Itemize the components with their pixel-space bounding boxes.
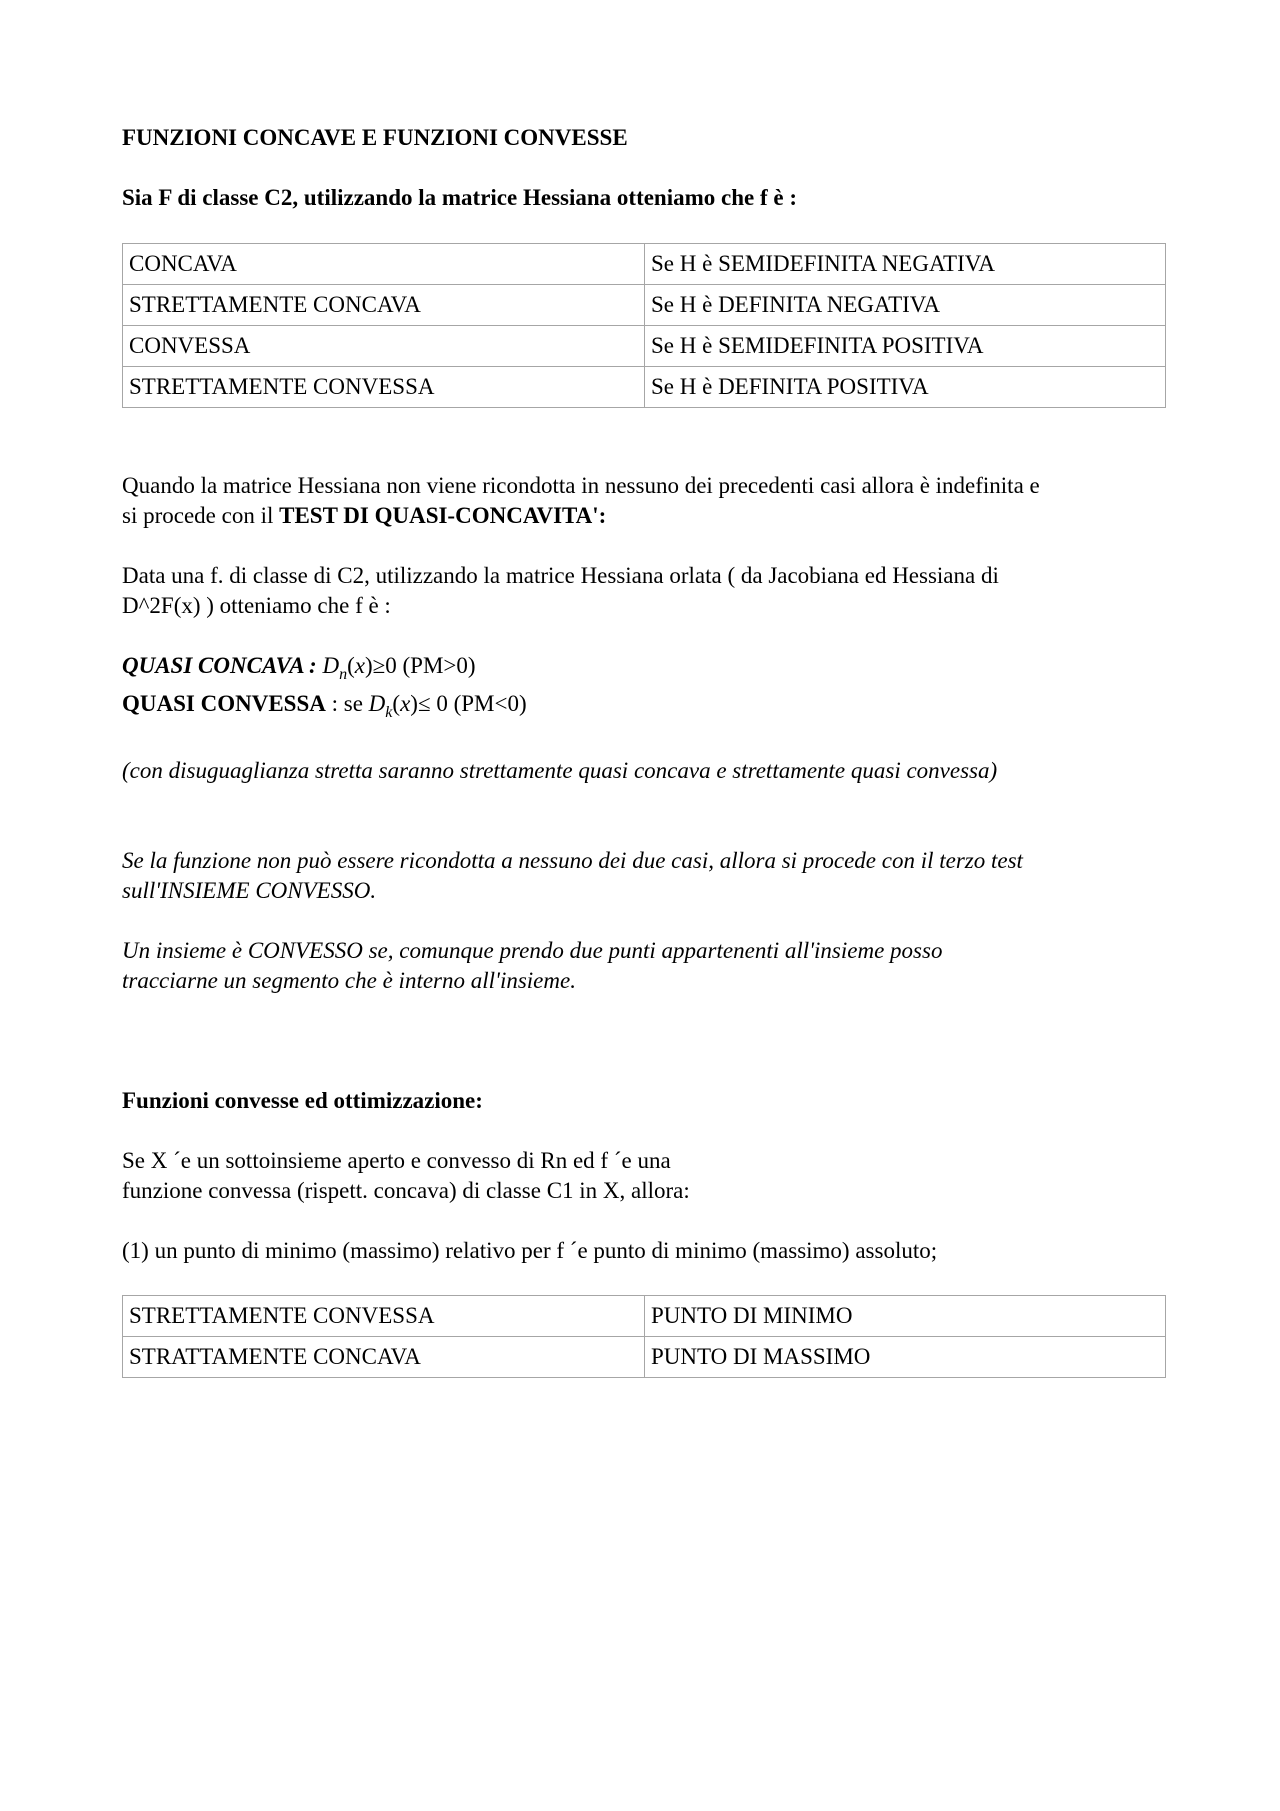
hessian-table [122,243,1166,408]
quasi-concava-label: QUASI CONCAVA : [122,653,323,678]
table-cell-condition: Se H è SEMIDEFINITA POSITIVA [645,326,1166,367]
table-cell-condition: Se H è DEFINITA NEGATIVA [645,285,1166,326]
intro-text: Sia F di classe C2, utilizzando la matrice Hessiana otteniamo che f è : [122,185,798,210]
quasi-convessa-line [122,689,1166,719]
test-name: TEST DI QUASI-CONCAVITA': [279,503,607,528]
formula-condition: ≥0 (PM>0) [372,653,476,678]
paragraph-theorem: (1) un punto di minimo (massimo) relativo per f ´e punto di minimo (massimo) assoluto; [122,1238,938,1263]
optimization-table [122,1295,1166,1378]
formula-subscript: k [385,704,393,721]
section-title: Funzioni convesse ed ottimizzazione: [122,1088,483,1113]
formula-pre: : se [325,691,369,716]
table-cell-result: PUNTO DI MINIMO [645,1296,1166,1337]
paragraph-optimization [122,1146,1166,1206]
paragraph-line: Un insieme è CONVESSO se, comunque prendo due punti appartenenti all'insieme posso [122,938,943,963]
quasi-convessa-label: QUASI CONVESSA [122,691,326,716]
table-cell-condition: Se H è DEFINITA POSITIVA [645,367,1166,408]
table-row [123,326,1166,367]
paragraph-line: Quando la matrice Hessiana non viene ricondotta in nessuno dei precedenti casi allora è indefinita e [122,473,1040,498]
table-cell-type: STRETTAMENTE CONCAVA [123,285,645,326]
paragraph-line: Se la funzione non può essere ricondotta a nessuno dei due casi, allora si procede con il terzo test [122,848,1023,873]
formula-d: D [368,691,386,716]
table-cell-type: STRETTAMENTE CONVESSA [123,367,645,408]
paragraph-line: Data una f. di classe di C2, utilizzando la matrice Hessiana orlata ( da Jacobiana ed Hessiana di [122,563,999,588]
table-cell-result: PUNTO DI MASSIMO [645,1337,1166,1378]
paragraph-line: funzione convessa (rispett. concava) di classe C1 in X, allora: [122,1178,690,1203]
table-row [123,1296,1166,1337]
paragraph-line: Se X ´e un sottoinsieme aperto e convesso di Rn ed f ´e una [122,1148,671,1173]
formula-d: D [322,653,340,678]
paragraph-line [122,501,1166,531]
paragraph-line: D^2F(x) ) otteniamo che f è : [122,593,391,618]
paragraph-indefinite [122,471,1166,531]
paragraph-bordered-hessian [122,561,1166,621]
table-cell-type: STRATTAMENTE CONCAVA [123,1337,645,1378]
table-row [123,1337,1166,1378]
table-cell-type: CONVESSA [123,326,645,367]
table-row [123,285,1166,326]
paragraph-convex-set-definition [122,936,1166,996]
quasi-concava-line [122,651,1166,681]
formula-arg: (x) [392,691,418,716]
table-cell-type: CONCAVA [123,244,645,285]
paragraph-line: tracciarne un segmento che è interno all'insieme. [122,968,576,993]
formula-subscript: n [339,666,348,683]
table-row [123,244,1166,285]
paragraph-text: si procede con il [122,503,280,528]
table-cell-type: STRETTAMENTE CONVESSA [123,1296,645,1337]
table-row [123,367,1166,408]
paragraph-convex-set-test [122,846,1166,906]
paragraph-line: sull'INSIEME CONVESSO. [122,878,377,903]
strict-inequality-note: (con disuguaglianza stretta saranno strettamente quasi concava e strettamente quasi convessa) [122,758,998,783]
formula-condition: ≤ 0 (PM<0) [417,691,527,716]
table-cell-condition: Se H è SEMIDEFINITA NEGATIVA [645,244,1166,285]
document-title: FUNZIONI CONCAVE E FUNZIONI CONVESSE [122,125,628,150]
formula-arg: (x) [347,653,373,678]
